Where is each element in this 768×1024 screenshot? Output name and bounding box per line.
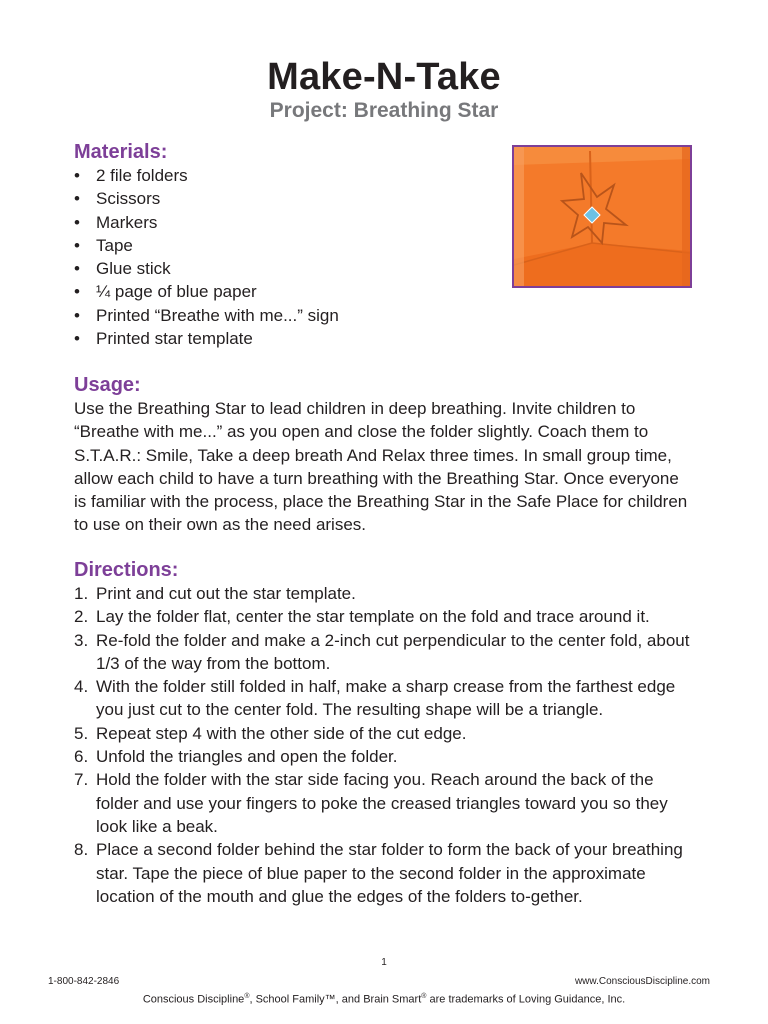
footer-phone: 1-800-842-2846 [48, 976, 120, 987]
list-item [74, 745, 694, 768]
usage-heading: Usage: [74, 374, 141, 396]
trademark-text: , School Family™, and Brain Smart [249, 993, 422, 1006]
step-number: 6. [74, 747, 89, 767]
materials-list [74, 164, 339, 350]
step-text: Unfold the triangles and open the folder. [96, 747, 398, 767]
list-item: • Scissors [74, 187, 339, 210]
step-number: 7. [74, 770, 89, 790]
list-item [74, 582, 694, 605]
step-number: 1. [74, 584, 89, 603]
list-item [74, 675, 694, 722]
list-item: • Markers [74, 211, 339, 234]
step-text: With the folder still folded in half, make a sharp crease from the farthest edge you just cut to the center fold. The resulting shape will be a triangle. [96, 677, 676, 720]
step-text: Hold the folder with the star side facing you. Reach around the back of the folder and use your fingers to poke the creased triangles toward you so they look like a beak. [96, 770, 668, 836]
footer-website: www.ConsciousDiscipline.com [574, 976, 710, 987]
list-item: • ¼ page of blue paper [74, 280, 339, 303]
breathing-star-photo [512, 145, 692, 288]
list-item [74, 629, 694, 676]
step-text: Lay the folder flat, center the star template on the fold and trace around it. [96, 607, 650, 627]
trademark-text: Conscious Discipline [142, 993, 245, 1006]
directions-list [74, 582, 694, 908]
list-item [74, 838, 694, 908]
materials-heading: Materials: [74, 141, 168, 163]
step-number: 4. [74, 677, 89, 697]
list-item [74, 605, 694, 628]
step-number: 5. [74, 723, 89, 743]
trademark-text: are trademarks of Loving Guidance, Inc. [426, 993, 626, 1006]
list-item [74, 768, 694, 838]
step-text: Re-fold the folder and make a 2-inch cut perpendicular to the center fold, about 1/3 of the way from the bottom. [96, 630, 690, 673]
list-item: • Tape [74, 234, 339, 257]
trademark-notice [0, 993, 768, 1006]
step-number: 8. [74, 840, 89, 860]
list-item [74, 722, 694, 745]
breathing-star-illustration [514, 147, 690, 286]
step-text: Repeat step 4 with the other side of the cut edge. [96, 723, 467, 743]
step-text: Place a second folder behind the star folder to form the back of your breathing star. Tape the piece of blue paper to the second folder in the approximate location of the mouth and glue the edges of the folders to-gether. [96, 840, 683, 906]
page-number: 1 [381, 957, 387, 968]
step-number: 3. [74, 630, 89, 650]
list-item: • 2 file folders [74, 164, 339, 187]
list-item: • Printed “Breathe with me...” sign [74, 304, 339, 327]
page-title: Make-N-Take [267, 56, 501, 98]
registered-mark: ® [421, 993, 427, 1000]
registered-mark: ® [244, 993, 250, 1000]
step-text: Print and cut out the star template. [96, 584, 356, 603]
directions-heading: Directions: [74, 559, 179, 581]
step-number: 2. [74, 607, 89, 627]
usage-paragraph: Use the Breathing Star to lead children in deep breathing. Invite children to “Breathe with me...” as you open and close the folder slightly. Coach them to S.T.A.R.: Smile, Take a deep breath And Relax three times. In small group time, allow each child to have a turn breathing with the Breathing Star. Once everyone is familiar with the process, place the Breathing Star in the Safe Place for children to use on their own as the need arises. [74, 399, 688, 535]
page-subtitle: Project: Breathing Star [269, 99, 499, 122]
list-item: • Glue stick [74, 257, 339, 280]
list-item: • Printed star template [74, 327, 339, 350]
